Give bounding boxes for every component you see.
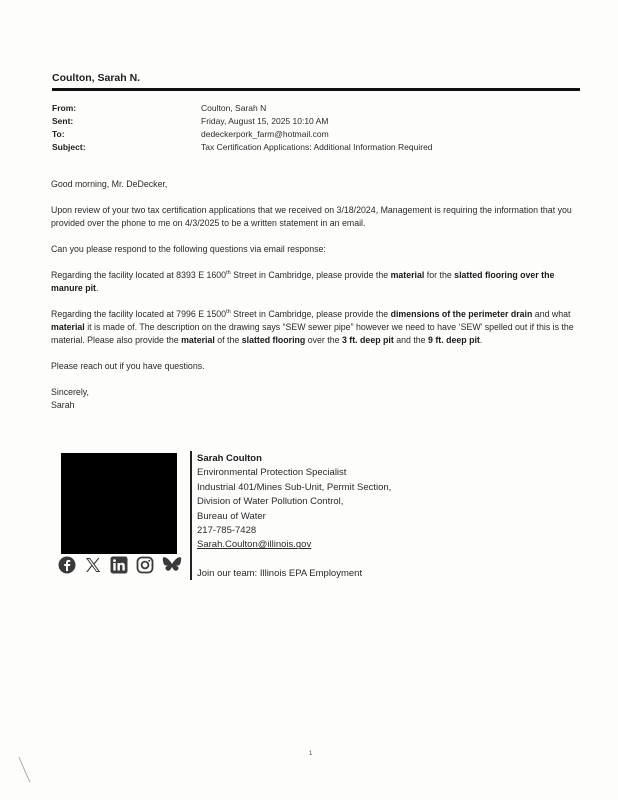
signature-phone: 217-785-7428 [197, 525, 257, 537]
header-label: Subject: [52, 141, 86, 152]
body-paragraph: Can you please respond to the following questions via email response: [51, 244, 326, 254]
header-subject [52, 140, 582, 153]
header-sent [52, 114, 582, 127]
social-icons [58, 555, 188, 575]
header-from [52, 101, 582, 114]
header-label: Sent: [52, 115, 74, 126]
header-value: Friday, August 15, 2025 10:10 AM [201, 115, 329, 126]
employment-link[interactable]: Join our team: Illinois EPA Employment [197, 567, 363, 579]
email-headers [52, 101, 582, 153]
signature-bureau: Bureau of Water [197, 510, 266, 522]
signature-divider [190, 451, 192, 580]
facebook-icon[interactable] [58, 556, 76, 574]
redacted-photo [61, 453, 177, 554]
facility-1-request: Regarding the facility located at 8393 E 1600th Street in Cambridge, please provide the material for the slatted flooring over the manure pit. [51, 270, 555, 293]
body-paragraph: Please reach out if you have questions. [51, 361, 205, 371]
signature-name: Sarah Coulton [197, 453, 262, 464]
email-signature [197, 452, 391, 581]
header-to [52, 127, 582, 140]
bluesky-icon[interactable] [162, 556, 182, 574]
header-label: From: [52, 102, 77, 113]
header-label: To: [52, 128, 65, 139]
header-value: Tax Certification Applications: Additional Information Required [201, 141, 433, 152]
greeting: Good morning, Mr. DeDecker, [51, 179, 168, 189]
signature-email-link[interactable]: Sarah.Coulton@illinois.gov [197, 539, 312, 551]
sender-heading: Coulton, Sarah N. [52, 72, 141, 84]
instagram-icon[interactable] [136, 556, 154, 574]
facility-2-request: Regarding the facility located at 7996 E 1500th Street in Cambridge, please provide the dimensions of the perimeter drain and what material it is made of. The description on the drawing says “SEW sewer pipe” however we need to have ‘SEW’ spelled out if this is the material. Please also provide the material of the slatted flooring over the 3 ft. deep pit and the 9 ft. deep pit. [51, 309, 574, 345]
header-divider [52, 88, 580, 91]
scan-mark [18, 756, 34, 784]
x-icon[interactable] [84, 556, 102, 574]
signature-division: Division of Water Pollution Control, [197, 496, 344, 508]
page-number: 1 [309, 751, 313, 757]
closing: Sincerely, [51, 387, 89, 397]
signature-title: Environmental Protection Specialist [197, 467, 347, 479]
linkedin-icon[interactable] [110, 556, 128, 574]
signature-unit: Industrial 401/Mines Sub-Unit, Permit Section, [197, 481, 392, 493]
header-value: dedeckerpork_farm@hotmail.com [201, 128, 329, 139]
body-paragraph: Upon review of your two tax certification applications that we received on 3/18/2024, Management is requiring the information that you provided over the phone to me on 4/3/2025 to be a written statement in an email. [51, 205, 572, 228]
closing-name: Sarah [51, 400, 75, 410]
email-body [51, 178, 577, 412]
header-value: Coulton, Sarah N [201, 102, 267, 113]
